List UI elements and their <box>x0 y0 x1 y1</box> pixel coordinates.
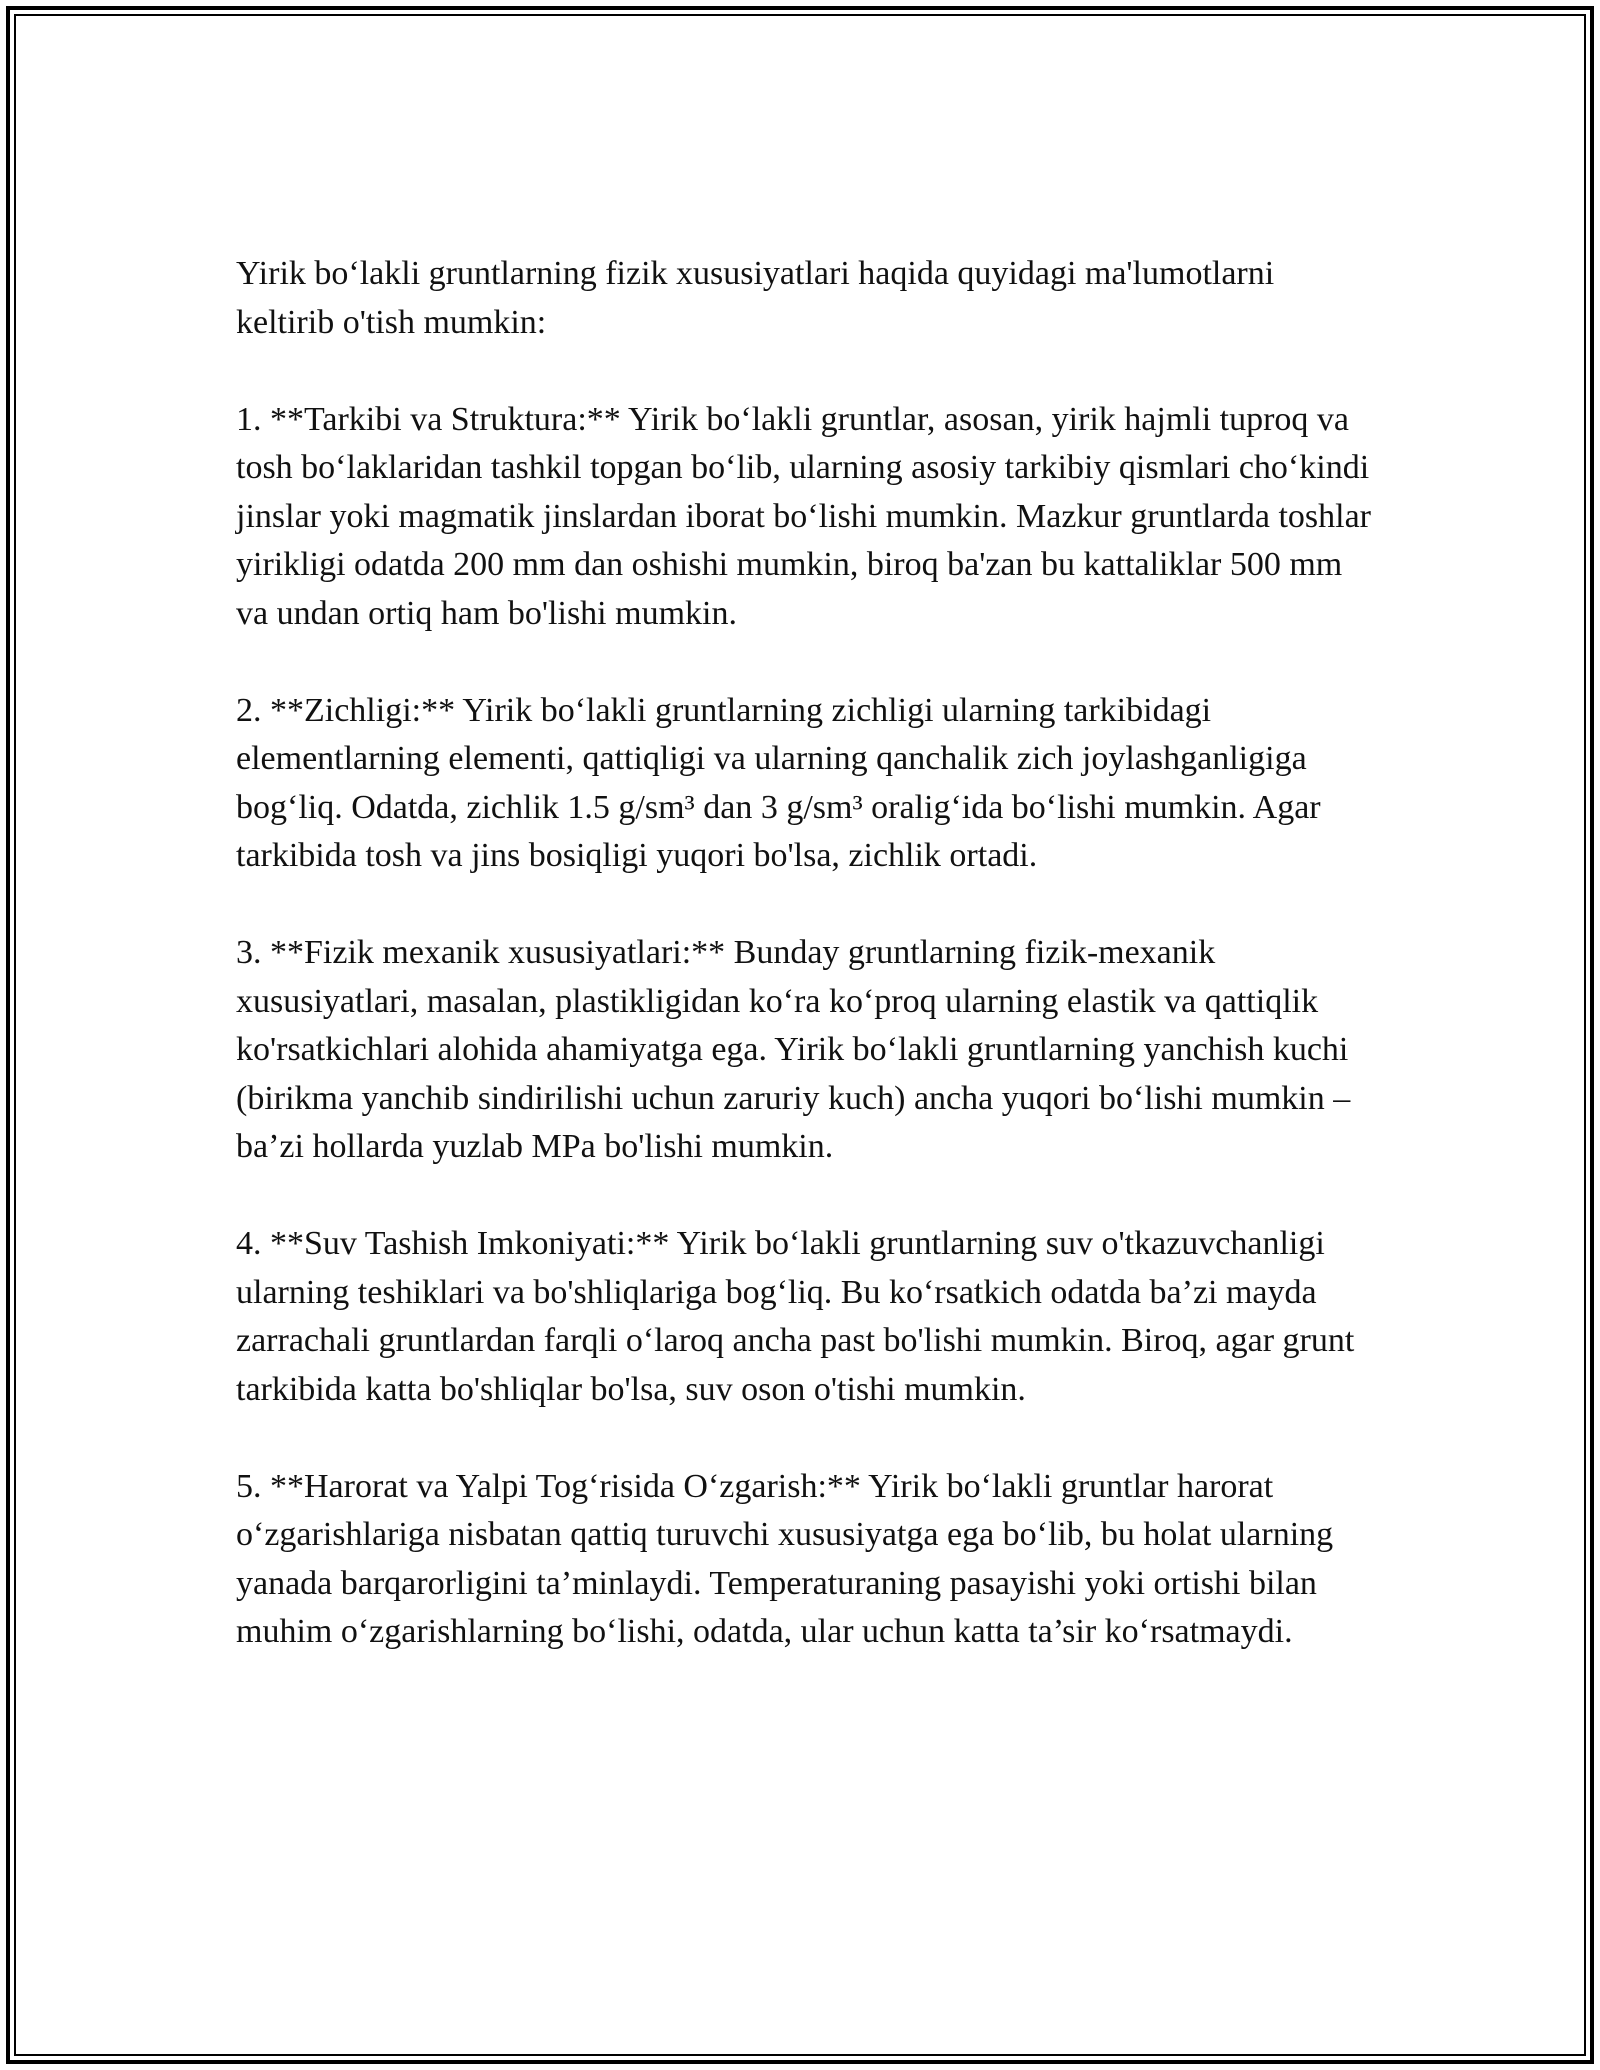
paragraph-physical-mechanical: 3. **Fizik mexanik xususiyatlari:** Bunday gruntlarning fizik-mexanik xususiyatlari, masalan, plastikligidan ko‘ra ko‘proq ularning elastik va qattiqlik ko'rsatkichlari alohida ahamiyatga ega. Yirik bo‘lakli gruntlarning yanchish kuchi (birikma yanchib sindirilishi uchun zaruriy kuch) ancha yuqori bo‘lishi mumkin – ba’zi hollarda yuzlab MPa bo'lishi mumkin. <box>236 934 1351 1165</box>
intro-paragraph: Yirik bo‘lakli gruntlarning fizik xususiyatlari haqida quyidagi ma'lumotlarni keltirib o'tish mumkin: <box>236 255 1275 341</box>
paragraph-composition-structure: 1. **Tarkibi va Struktura:** Yirik bo‘lakli gruntlar, asosan, yirik hajmli tuproq va tosh bo‘laklaridan tashkil topgan bo‘lib, ularning asosiy tarkibiy qismlari cho‘kindi jinslar yoki magmatik jinslardan iborat bo‘lishi mumkin. Mazkur gruntlarda toshlar yirikligi odatda 200 mm dan oshishi mumkin, biroq ba'zan bu kattaliklar 500 mm va undan ortiq ham bo'lishi mumkin. <box>236 400 1371 632</box>
paragraph-density: 2. **Zichligi:** Yirik bo‘lakli gruntlarning zichligi ularning tarkibidagi elementlarning elementi, qattiqligi va ularning qanchalik zich joylashganligiga bog‘liq. Odatda, zichlik 1.5 g/sm³ dan 3 g/sm³ oralig‘ida bo‘lishi mumkin. Agar tarkibida tosh va jins bosiqligi yuqori bo'lsa, zichlik ortadi. <box>236 691 1321 874</box>
document-body <box>236 250 1376 1705</box>
paragraph-water-permeability: 4. **Suv Tashish Imkoniyati:** Yirik bo‘lakli gruntlarning suv o'tkazuvchanligi ularning teshiklari va bo'shliqlariga bog‘liq. Bu ko‘rsatkich odatda ba’zi mayda zarrachali gruntlardan farqli o‘laroq ancha past bo'lishi mumkin. Biroq, agar grunt tarkibida katta bo'shliqlar bo'lsa, suv oson o'tishi mumkin. <box>236 1225 1355 1408</box>
paragraph-temperature-change: 5. **Harorat va Yalpi Tog‘risida O‘zgarish:** Yirik bo‘lakli gruntlar harorat o‘zgarishlariga nisbatan qattiq turuvchi xususiyatga ega bo‘lib, bu holat ularning yanada barqarorligini ta’minlaydi. Temperaturaning pasayishi yoki ortishi bilan muhim o‘zgarishlarning bo‘lishi, odatda, ular uchun katta ta’sir ko‘rsatmaydi. <box>236 1467 1334 1650</box>
